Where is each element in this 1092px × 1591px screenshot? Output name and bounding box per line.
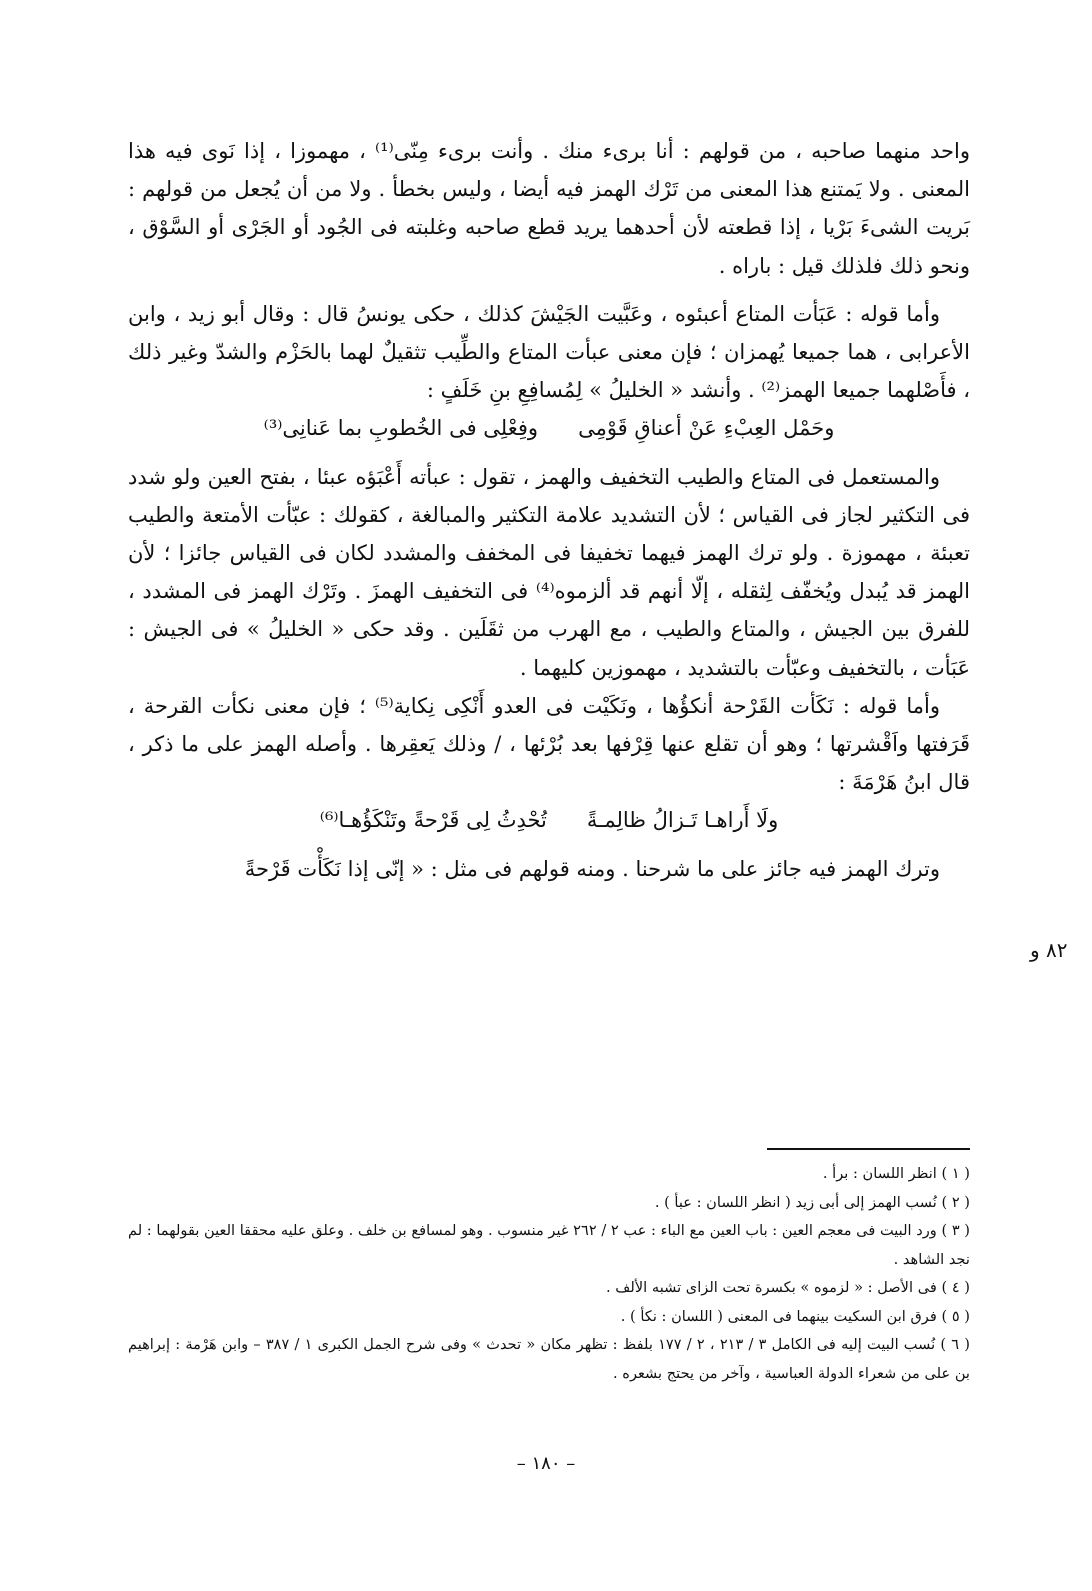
footnote-3: ( ٣ ) ورد البيت فى معجم العين : باب العين مع الباء : عب ٢ / ٢٦٢ غير منسوب . وهو لمسافع بن خلف . وعلق عليه محققا العين بقولهما : لم نجد الشاهد . <box>128 1222 970 1268</box>
main-text <box>128 132 970 888</box>
verse-2-hemistich-1: ولَا أَراهـا تَـزالُ ظالِمـةً <box>586 808 779 833</box>
paragraph-5: وترك الهمز فيه جائز على ما شرحنا . ومنه قولهم فى مثل : « إنّى إذا نَكَأْت قَرْحةً <box>244 856 940 881</box>
footnote-divider <box>767 1148 970 1150</box>
verse-1 <box>128 409 970 447</box>
paragraph-4: وأما قوله : نَكَأت القَرْحة أنكؤُها ، ونَكَيْت فى العدو أَنْكِى نِكاية⁽⁵⁾ ؛ فإن معنى نكأت القرحة ، قَرَفتها واَقْشرتها ؛ وهو أن تقلع عنها قِرْفها بعد بُرْئها ، / وذلك يَعقِرها . وأصله الهمز على ما ذكر ، قال ابنُ هَرْمَةَ : <box>128 693 970 795</box>
footnote-6: ( ٦ ) نُسب البيت إليه فى الكامل ٣ / ٢١٣ ، ٢ / ١٧٧ بلفظ : تظهر مكان « تحدث » وفى شرح الجمل الكبرى ١ / ٣٨٧ – وابن هَرْمة : إبراهيم بن على من شعراء الدولة العباسية ، وآخر من يحتج بشعره . <box>128 1336 971 1382</box>
margin-folio-note: ٨٢ و <box>1030 938 1068 962</box>
footnotes <box>128 1160 970 1388</box>
page-number: – ١٨٠ – <box>516 1453 576 1474</box>
footnote-2: ( ٢ ) نُسب الهمز إلى أبى زيد ( انظر اللسان : عبأ ) . <box>654 1193 970 1211</box>
footnote-1: ( ١ ) انظر اللسان : برأ . <box>822 1165 970 1182</box>
paragraph-2: وأما قوله : عَبَأت المتاع أعبئوه ، وعَبَّيت الجَيْشَ كذلك ، حكى يونسُ قال : وقال أبو زيد ، وابن الأعرابى ، هما جميعا يُهمزان ؛ فإن معنى عبأت المتاع والطِّيب تثقيلٌ لهما بالحَزْم والشدّ وغير ذلك ، فأَصْلهما جميعا الهمز⁽²⁾ . وأنشد « الخليلُ » لِمُسافِعِ بنِ خَلَفٍ : <box>128 301 970 403</box>
verse-1-hemistich-1: وحَمْل العِبْءِ عَنْ أعناقِ قَوْمِى <box>578 416 835 441</box>
footnote-4: ( ٤ ) فى الأصل : « لزموه » بكسرة تحت الزاى تشبه الألف . <box>606 1279 970 1296</box>
paragraph-3: والمستعمل فى المتاع والطيب التخفيف والهمز ، تقول : عبأته أَعْبَؤه عبئا ، بفتح العين ولو شدد فى التكثير لجاز فى القياس ؛ لأن التشديد علامة التكثير والمبالغة ، كقولك : عبّأت الأمتعة والطيب تعبئة ، مهموزة . ولو ترك الهمز فيهما تخفيفا فى المخفف والمشدد لكان فى القياس جائزا ؛ لأن الهمز قد يُبدل ويُخفّف لِثقله ، إلّا أنهم قد ألزموه⁽⁴⁾ فى التخفيف الهمزَ . وتَرْك الهمز فى المشدد ، للفرق بين الجيش ، والمتاع والطيب ، مع الهرب من ثقَلَين . وقد حكى « الخليلُ » فى الجيش : عَبَأت ، بالتخفيف وعبّأت بالتشديد ، مهموزين كليهما . <box>128 464 971 680</box>
verse-2 <box>128 801 970 839</box>
verse-2-hemistich-2: تُحْدِثُ لِى قَرْحةً وتَنْكَؤُهـا⁽⁶⁾ <box>319 808 547 833</box>
paragraph-1: واحد منهما صاحبه ، من قولهم : أنا برىء منك . وأنت برىء مِنّى⁽¹⁾ ، مهموزا ، إذا نَوى فيه هذا المعنى . ولا يَمتنع هذا المعنى من تَرْك الهمز فيه أيضا ، وليس بخطأ . ولا من أن يُجعل من قولهم : بَريت الشىءَ بَرْيا ، إذا قطعته لأن أحدهما يريد قطع صاحبه وغلبته فى الجُود أو الجَرْى أو السَّوْق ، ونحو ذلك فلذلك قيل : باراه . <box>128 139 970 278</box>
footnote-5: ( ٥ ) فرق ابن السكيت بينهما فى المعنى ( اللسان : نكأ ) . <box>620 1307 970 1325</box>
verse-1-hemistich-2: وفِعْلِى فى الخُطوبِ بما عَنانِى⁽³⁾ <box>263 416 539 441</box>
